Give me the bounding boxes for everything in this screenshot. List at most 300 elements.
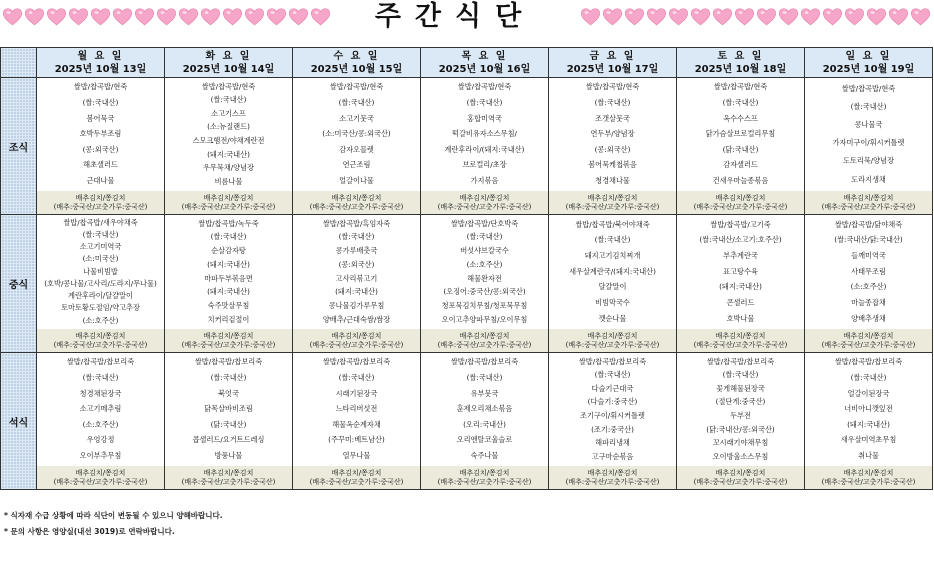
menu-item: (쌀:국내산/소고기:호주산) [699,235,782,245]
menu-item: (쌀:국내산) [210,373,247,383]
menu-item: 유부뭇국 [470,388,499,398]
menu-item: 호박나물 [726,313,755,323]
heart-icon [800,6,821,28]
menu-item: 마파두부볶음면 [204,273,253,283]
menu-item: 나물비빔밥 [83,266,118,276]
day-date: 2025년 10월 15일 [310,64,403,75]
menu-item: 고사리볶고기 [335,273,378,283]
menu-item: (쌀:국내산) [850,101,887,111]
kimchi-item: (배추:중국산/고춧가루:중국산) [821,202,916,211]
menu-items [677,215,804,329]
menu-item: (쌀:국내산) [466,232,503,242]
kimchi-band [165,466,292,489]
heart-icon [822,6,843,28]
menu-item: (닭:국내산/콩:외국산) [706,424,775,434]
menu-item: (쌀:국내산) [594,235,631,245]
menu-item: (콩:외국산) [82,144,119,154]
kimchi-item: (배추:중국산/고춧가루:중국산) [181,477,276,486]
heart-icon [602,6,623,28]
menu-item: 오이부추무침 [79,450,122,460]
menu-cell [677,353,805,490]
menu-item: (호박/콩나물/고사리/도라지/무나물) [44,278,157,288]
menu-item: 쌀밥/찹곡밥/닭야채죽 [834,219,903,229]
kimchi-item: 배추김치/쫑김치 [459,194,510,203]
menu-item: 도토리묵/양념장 [842,156,895,166]
menu-item: (쌀:국내산) [82,373,119,383]
heart-icon [2,6,23,28]
menu-cell [165,78,293,215]
menu-item: 비름나물 [214,176,243,186]
menu-item: (소:호주산) [850,282,887,292]
heart-icon [266,6,287,28]
kimchi-item: (배추:중국산/고춧가루:중국산) [565,477,660,486]
menu-items [677,353,804,466]
kimchi-band [677,466,804,489]
kimchi-item: (배추:중국산/고춧가루:중국산) [53,477,148,486]
menu-item: 스모크햄전/야채계란전 [192,136,265,146]
menu-item: 닭가슴살브로컬리무침 [705,129,776,139]
kimchi-item: 배추김치/쫑김치 [715,194,766,203]
heart-icon [668,6,689,28]
heart-icon [624,6,645,28]
kimchi-band [549,191,676,214]
day-name: 월 요 일 [77,51,124,62]
day-header [549,48,677,78]
menu-item: 가자미구이/휘시커틀렛 [832,138,905,148]
menu-item: 부추계란국 [723,250,758,260]
heart-icon [734,6,755,28]
kimchi-band [805,466,932,489]
menu-items [37,353,164,466]
menu-item: 감자오믈렛 [339,144,374,154]
kimchi-band [165,329,292,352]
menu-item: 우엉강정 [86,435,115,445]
menu-cell [293,353,421,490]
menu-item: 소고기스프 [211,108,246,118]
kimchi-band [165,191,292,214]
kimchi-item: 배추김치/쫑김치 [75,332,126,341]
menu-item: (소:미국산/콩:외국산) [322,129,391,139]
day-name: 일 요 일 [845,51,892,62]
menu-item: 쌀밥/찹곡밥/단호박죽 [450,218,519,228]
day-header [421,48,549,78]
menu-item: (쌀:국내산) [466,98,503,108]
kimchi-band [421,329,548,352]
menu-item: (쌀:국내산) [210,95,247,105]
menu-item: (돼지:국내산) [847,419,890,429]
heart-icon [46,6,67,28]
menu-item: 도라지생채 [851,174,886,184]
menu-items [549,215,676,329]
heart-icon [844,6,865,28]
menu-items [165,353,292,466]
kimchi-band [677,329,804,352]
meal-row [1,78,933,215]
menu-item: 연근조림 [342,160,371,170]
menu-cell [165,353,293,490]
menu-items [421,215,548,329]
menu-item: (소:호주산) [82,419,119,429]
kimchi-item: (배추:중국산/고춧가루:중국산) [309,477,404,486]
menu-cell [293,215,421,353]
menu-items [37,215,164,329]
menu-item: (소:호주산) [82,315,119,325]
kimchi-item: (배추:중국산/고춧가루:중국산) [437,340,532,349]
menu-items [805,353,932,466]
menu-item: 고구마순볶음 [591,451,634,461]
kimchi-item: (배추:중국산/고춧가루:중국산) [181,202,276,211]
menu-item: (돼지:국내산) [719,282,762,292]
menu-item: 새우살미역초무침 [840,435,897,445]
kimchi-item: 배추김치/쫑김치 [843,194,894,203]
menu-items [293,353,420,466]
day-name: 토 요 일 [717,51,764,62]
menu-items [165,215,292,329]
heart-decoration-left [2,4,331,30]
menu-items [293,78,420,191]
day-name: 목 요 일 [461,51,508,62]
heart-icon [910,6,931,28]
kimchi-band [293,191,420,214]
kimchi-item: (배추:중국산/고춧가루:중국산) [437,477,532,486]
menu-item: 쌀밥/찹곡밥/현죽 [329,82,384,92]
menu-item: 해물완자전 [467,273,502,283]
heart-icon [288,6,309,28]
menu-item: (쌀:국내산) [466,373,503,383]
menu-item: 조갯살뭇국 [595,113,630,123]
kimchi-item: 배추김치/쫑김치 [843,332,894,341]
menu-item: 쌀밥/찹곡밥/새우야채죽 [63,217,138,227]
menu-cell [421,215,549,353]
kimchi-band [37,329,164,352]
day-header [677,48,805,78]
menu-item: 쌀밥/찹곡밥/찹보리죽 [834,357,903,367]
heart-icon [244,6,265,28]
kimchi-item: 배추김치/쫑김치 [715,469,766,478]
menu-item: 비빔막국수 [595,298,630,308]
menu-item: 감자샐러드 [723,160,758,170]
menu-item: (닭:국내산) [210,419,247,429]
menu-items [421,353,548,466]
day-date: 2025년 10월 19일 [822,64,915,75]
menu-item: 콩가루배춧국 [335,246,378,256]
kimchi-band [805,191,932,214]
menu-item: 깻순나물 [598,313,627,323]
menu-item: 연두부/양념장 [590,129,635,139]
menu-item: 쌀밥/찹곡밥/현죽 [713,82,768,92]
title-bar [0,0,934,34]
menu-item: 콩나물김가루무침 [328,301,385,311]
menu-item: (조기:중국산) [591,424,634,434]
menu-item: 시래기된장국 [335,388,378,398]
menu-items [805,78,932,191]
menu-item: (쌀:국내산) [210,232,247,242]
day-name: 수 요 일 [333,51,380,62]
menu-cell [549,215,677,353]
meal-label: 조식 [1,78,37,215]
day-header [293,48,421,78]
heart-icon [778,6,799,28]
menu-item: 가지볶음 [470,175,499,185]
menu-item: 버섯샤브칼국수 [460,246,509,256]
menu-item: 사태무조림 [851,266,886,276]
menu-items [37,78,164,191]
kimchi-item: 배추김치/쫑김치 [203,332,254,341]
menu-item: 다슬기근대국 [591,383,634,393]
meal-label: 중식 [1,215,37,353]
heart-icon [68,6,89,28]
notes [4,508,223,540]
menu-item: 쌀밥/찹곡밥/찹보리죽 [578,356,647,366]
menu-item: (콩:외국산) [594,144,631,154]
menu-cell [805,215,933,353]
menu-item: 달걀말이 [598,282,627,292]
menu-item: (닭:국내산) [722,144,759,154]
day-date: 2025년 10월 16일 [438,64,531,75]
menu-items [677,78,804,191]
menu-item: 쌀밥/찹곡밥/현죽 [73,82,128,92]
menu-item: (쌀:국내산) [338,373,375,383]
heart-icon [646,6,667,28]
day-date: 2025년 10월 18일 [694,64,787,75]
heart-icon [134,6,155,28]
menu-items [165,78,292,191]
kimchi-item: (배추:중국산/고춧가루:중국산) [53,340,148,349]
day-header [805,48,933,78]
menu-item: 우무묵채/양념장 [202,163,255,173]
menu-item: 건새우마늘종볶음 [712,175,769,185]
menu-item: (쌀:국내산) [722,370,759,380]
menu-item: 마늘종잡채 [851,298,886,308]
menu-item: 청포묵김치무침/청포묵무침 [441,301,528,311]
menu-item: 청경채된장국 [79,388,122,398]
menu-item: (소:미국산) [82,254,119,264]
note-line: * 식자재 수급 상황에 따라 식단이 변동될 수 있으니 양해바랍니다. [4,511,223,520]
menu-cell [677,78,805,215]
menu-item: 토마토황도절임/약고추장 [61,303,140,313]
menu-item: 계란후라이/달걀말이 [68,291,133,301]
menu-cell [37,353,165,490]
menu-item: (돼지:국내산) [335,287,378,297]
menu-item: 쌀밥/찹곡밥/찹보리죽 [450,357,519,367]
note-line: * 문의 사항은 영양실(내선 3019)로 연락바랍니다. [4,527,175,536]
kimchi-band [293,466,420,489]
menu-cell [805,353,933,490]
menu-item: 오이방울소스무침 [712,451,769,461]
menu-item: 떡갈비유자소스무침/ [452,129,517,139]
menu-item: 꼬시래기야채무침 [712,438,769,448]
heart-icon [112,6,133,28]
heart-icon [690,6,711,28]
menu-item: 쌀밥/찹곡밥/찹보리죽 [706,356,775,366]
day-header-row [1,48,933,78]
menu-item: 두부전 [730,411,751,421]
corner-cell [1,48,37,78]
menu-item: (쌀:국내산) [82,98,119,108]
day-header [37,48,165,78]
menu-item: (소:뉴질랜드) [207,122,250,132]
menu-item: 쌀밥/찹곡밥/찹보리죽 [194,357,263,367]
menu-item: 콩나물국 [854,120,883,130]
page-title: 주간식단 [374,1,536,32]
menu-item: 표고탕수육 [723,266,758,276]
heart-icon [178,6,199,28]
menu-item: 쌀밥/찹곡밥/현죽 [841,83,896,93]
menu-item: 숙주나물 [470,450,499,460]
menu-item: 청경채나물 [595,175,630,185]
menu-item: 근대나물 [86,175,115,185]
menu-item: 얼갈이된장국 [847,388,890,398]
menu-cell [805,78,933,215]
menu-item: (쌀:국내산) [594,370,631,380]
menu-item: 브로컬리/초장 [462,160,507,170]
menu-item: (돼지:국내산) [207,287,250,297]
kimchi-item: 배추김치/쫑김치 [587,194,638,203]
menu-item: (쌀:국내산) [722,98,759,108]
day-date: 2025년 10월 13일 [54,64,147,75]
menu-item: 치커리겉절이 [207,314,250,324]
menu-item: 숙주맛살무침 [207,301,250,311]
kimchi-item: 배추김치/쫑김치 [587,332,638,341]
menu-items [549,78,676,191]
kimchi-item: (배추:중국산/고춧가루:중국산) [309,202,404,211]
menu-item: 돼지고기김치찌개 [584,250,641,260]
kimchi-item: 배추김치/쫑김치 [331,332,382,341]
kimchi-item: (배추:중국산/고춧가루:중국산) [821,340,916,349]
kimchi-band [37,466,164,489]
menu-item: (다슬기:중국산) [587,397,638,407]
menu-cell [37,78,165,215]
menu-item: 들깨미역국 [851,250,886,260]
menu-item: 쌀밥/찹곡밥/찹보리죽 [322,357,391,367]
kimchi-band [37,191,164,214]
menu-items [421,78,548,191]
menu-item: 쌀밥/찹곡밥/현죽 [201,81,256,91]
menu-item: 새우살계란국/(돼지:국내산) [569,266,656,276]
menu-item: 꽃게해물된장국 [716,383,765,393]
day-date: 2025년 10월 17일 [566,64,659,75]
meal-row [1,353,933,490]
menu-cell [549,78,677,215]
kimchi-band [805,329,932,352]
menu-item: 열무나물 [342,450,371,460]
kimchi-item: 배추김치/쫑김치 [459,332,510,341]
kimchi-item: 배추김치/쫑김치 [715,332,766,341]
heart-icon [888,6,909,28]
kimchi-band [293,329,420,352]
menu-item: 너비아니깻잎전 [844,404,893,414]
heart-icon [712,6,733,28]
menu-item: 쌀밥/찹곡밥/흑임자죽 [322,218,391,228]
kimchi-item: 배추김치/쫑김치 [331,469,382,478]
menu-item: 양배추/근대숙쌈/쌈장 [322,314,391,324]
kimchi-item: (배추:중국산/고춧가루:중국산) [693,477,788,486]
kimchi-item: (배추:중국산/고춧가루:중국산) [565,340,660,349]
heart-icon [222,6,243,28]
menu-item: 양배추생채 [851,313,886,323]
menu-item: 순살감자탕 [211,246,246,256]
kimchi-band [549,329,676,352]
kimchi-item: 배추김치/쫑김치 [203,194,254,203]
heart-icon [24,6,45,28]
menu-body [1,78,933,490]
menu-item: (돼지:국내산) [207,259,250,269]
menu-item: (쌀:국내산) [82,230,119,240]
menu-item: 닭목살바비조림 [204,404,253,414]
menu-item: 쌀밥/찹곡밥/현죽 [457,82,512,92]
menu-items [293,215,420,329]
heart-icon [866,6,887,28]
menu-item: 콘샐러드 [726,298,755,308]
day-header [165,48,293,78]
day-name: 화 요 일 [205,51,252,62]
heart-icon [580,6,601,28]
menu-item: 오이고추양파무침/오이무침 [441,314,528,324]
kimchi-item: (배추:중국산/고춧가루:중국산) [181,340,276,349]
weekly-menu-table [0,47,933,490]
menu-item: 소고기메추림 [79,404,122,414]
menu-items [805,215,932,329]
menu-item: 취나물 [858,450,879,460]
menu-item: (쌀:국내산) [338,98,375,108]
menu-item: (소:호주산) [466,259,503,269]
kimchi-item: 배추김치/쫑김치 [203,469,254,478]
menu-cell [165,215,293,353]
menu-item: (돼지:국내산) [207,149,250,159]
menu-item: 쌀밥/찹곡밥/고기죽 [710,219,771,229]
kimchi-item: (배추:중국산/고춧가루:중국산) [53,202,148,211]
meal-row [1,215,933,353]
heart-icon [156,6,177,28]
menu-item: 훈제오리채소볶음 [456,404,513,414]
kimchi-item: (배추:중국산/고춧가루:중국산) [565,202,660,211]
menu-item: 홍합미역국 [467,113,502,123]
kimchi-item: 배추김치/쫑김치 [75,194,126,203]
menu-item: 호박두부조림 [79,129,122,139]
heart-icon [200,6,221,28]
menu-item: (오리:국내산) [463,419,506,429]
menu-item: 느타리버섯전 [335,404,378,414]
menu-item: (오징어:중국산/콩:외국산) [443,287,526,297]
menu-item: 얼갈이나물 [339,175,374,185]
kimchi-band [421,191,548,214]
menu-item: 계란후라이/(돼지:국내산) [444,144,525,154]
menu-item: (쌀:국내산) [850,373,887,383]
menu-cell [37,215,165,353]
menu-cell [549,353,677,490]
menu-cell [293,78,421,215]
menu-item: (쌀:국내산) [594,98,631,108]
menu-cell [421,353,549,490]
menu-item: 해파리냉채 [595,438,630,448]
kimchi-item: (배추:중국산/고춧가루:중국산) [693,202,788,211]
day-date: 2025년 10월 14일 [182,64,275,75]
menu-item: 쌀밥/찹곡밥/현죽 [585,82,640,92]
menu-item: 봄어묵케첩볶음 [588,160,637,170]
menu-item: 해초샐러드 [83,160,118,170]
kimchi-item: 배추김치/쫑김치 [843,469,894,478]
kimchi-item: (배추:중국산/고춧가루:중국산) [693,340,788,349]
menu-item: 콥샐러드/요거트드레싱 [192,435,265,445]
menu-item: 쌀밥/찹곡밥/북어야채죽 [575,219,650,229]
heart-icon [90,6,111,28]
menu-item: 옥수수스프 [723,113,758,123]
kimchi-band [549,466,676,489]
menu-cell [677,215,805,353]
kimchi-band [421,466,548,489]
menu-item: (주꾸미:베트남산) [328,435,385,445]
menu-item: 소고기미역국 [79,242,122,252]
